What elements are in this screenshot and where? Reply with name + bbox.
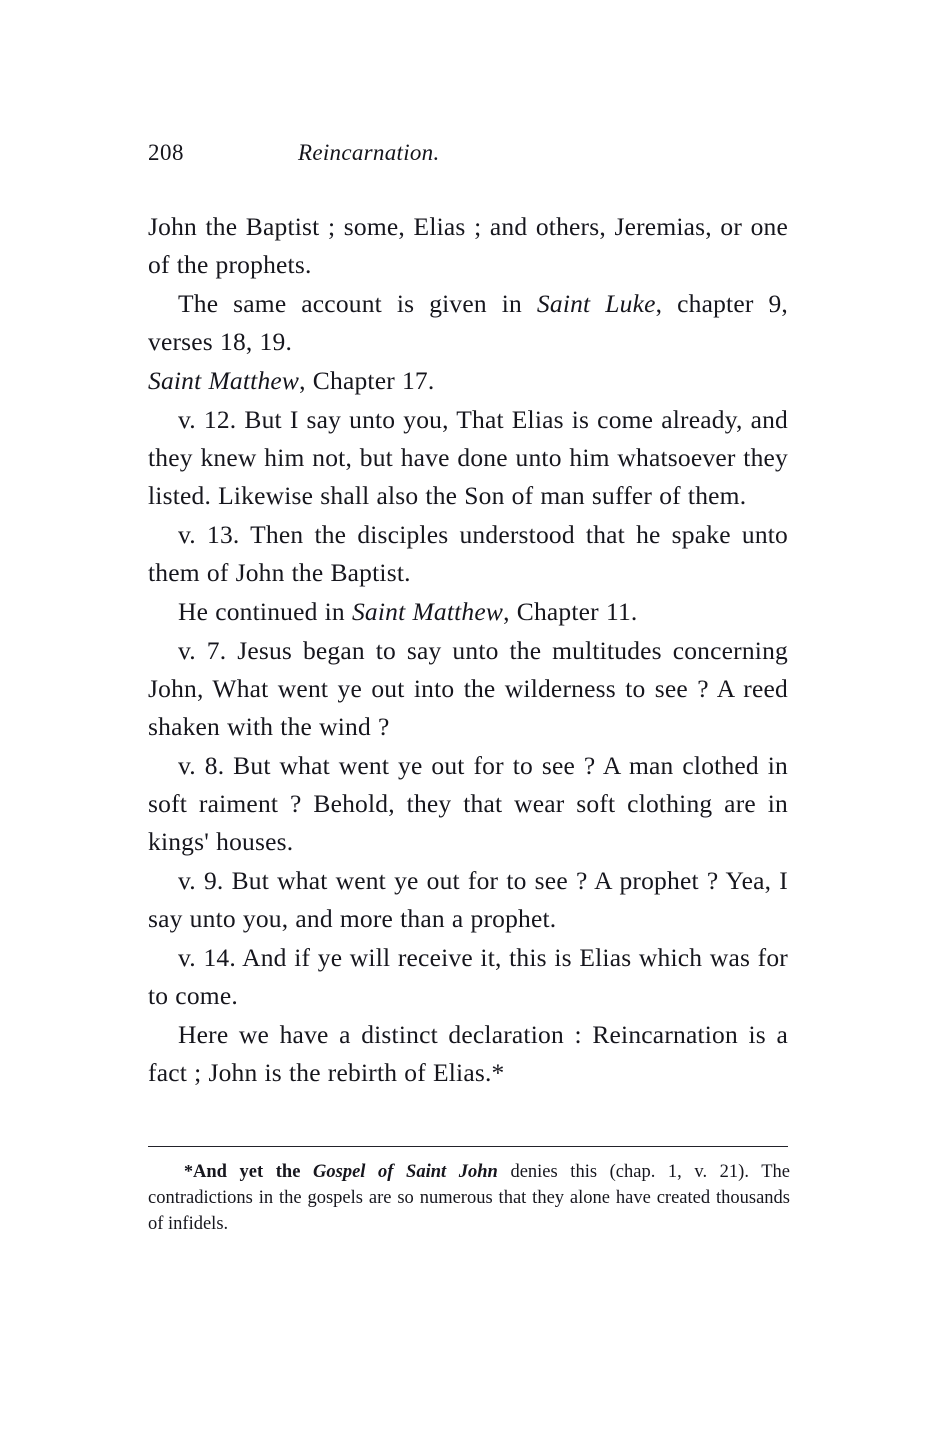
footnote-text bbox=[148, 1158, 790, 1237]
text-run: The same account is given in bbox=[178, 289, 537, 318]
text-run: v. 8. But what went ye out for to see ? A man clothed in soft raiment ? Behold, they that wear soft clothing are in kings' houses. bbox=[148, 751, 788, 856]
footnote bbox=[148, 1158, 790, 1237]
paragraph-8 bbox=[148, 747, 788, 861]
page-header bbox=[148, 140, 788, 184]
paragraph-3 bbox=[148, 362, 788, 400]
text-run: denies this (chap. 1, v. 21). The contradictions in the gospels are so numerous that they alone have created thousands of infidels. bbox=[148, 1162, 790, 1234]
page-number: 208 bbox=[148, 140, 184, 165]
paragraph-10 bbox=[148, 939, 788, 1015]
text-run-italic: Gospel of Saint John bbox=[313, 1162, 498, 1182]
footnote-rule bbox=[148, 1146, 788, 1147]
text-run: , Chapter 11. bbox=[503, 597, 638, 626]
text-run: He continued in bbox=[178, 597, 352, 626]
running-title: Reincarnation. bbox=[298, 140, 440, 165]
paragraph-1 bbox=[148, 208, 788, 284]
text-run: Here we have a distinct declaration : Reincarnation is a fact ; John is the rebirth of Elias.* bbox=[148, 1020, 788, 1087]
text-run-italic: Saint Luke bbox=[536, 289, 656, 318]
paragraph-4 bbox=[148, 401, 788, 515]
body-text bbox=[148, 208, 788, 1092]
paragraph-2 bbox=[148, 285, 788, 361]
footnote-marker: * bbox=[184, 1161, 193, 1181]
text-run: v. 9. But what went ye out for to see ? A prophet ? Yea, I say unto you, and more than a prophet. bbox=[148, 866, 788, 933]
text-run: , chapter 9, verses 18, 19. bbox=[148, 289, 788, 356]
text-run: v. 14. And if ye will receive it, this is Elias which was for to come. bbox=[148, 943, 788, 1010]
page-content bbox=[148, 140, 788, 1093]
paragraph-5 bbox=[148, 516, 788, 592]
text-run-italic: Saint Matthew bbox=[351, 597, 504, 626]
text-run: And yet the bbox=[193, 1162, 314, 1182]
text-run: v. 13. Then the disciples understood that he spake unto them of John the Baptist. bbox=[148, 520, 788, 587]
paragraph-7 bbox=[148, 632, 788, 746]
text-run: , Chapter 17. bbox=[299, 366, 435, 395]
text-run: v. 12. But I say unto you, That Elias is come already, and they knew him not, but have done unto him whatsoever they listed. Likewise shall also the Son of man suffer of them. bbox=[148, 405, 788, 510]
paragraph-9 bbox=[148, 862, 788, 938]
paragraph-11 bbox=[148, 1016, 788, 1092]
text-run: v. 7. Jesus began to say unto the multitudes concerning John, What went ye out into the wilderness to see ? A reed shaken with the wind ? bbox=[148, 636, 788, 741]
paragraph-6 bbox=[148, 593, 788, 631]
text-run-italic: Saint Matthew bbox=[148, 366, 300, 395]
text-run: John the Baptist ; some, Elias ; and others, Jeremias, or one of the prophets. bbox=[148, 212, 788, 279]
